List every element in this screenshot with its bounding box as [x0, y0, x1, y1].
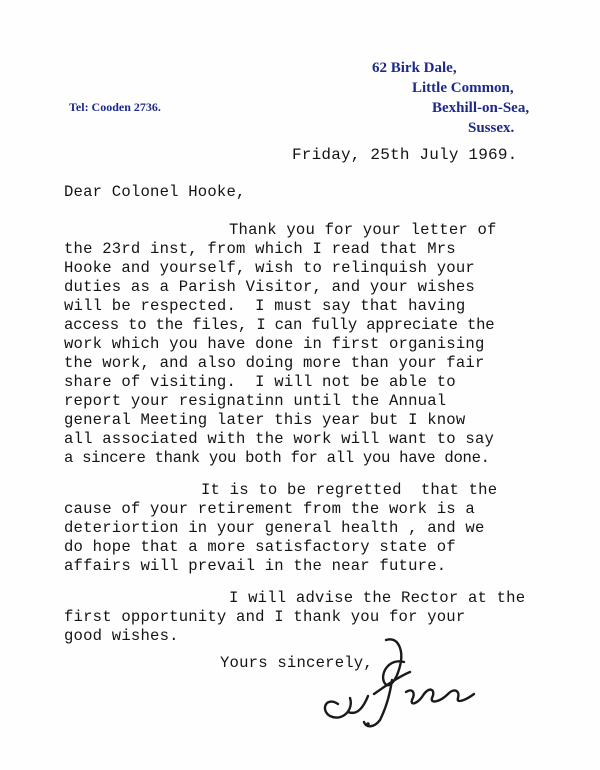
- signature-stroke: [383, 639, 404, 685]
- signature-dot: [366, 722, 370, 726]
- body-line: the work, and also doing more than your fair: [64, 354, 485, 372]
- body-line: affairs will prevail in the near future.: [64, 557, 447, 575]
- body-line: I will advise the Rector at the: [229, 589, 526, 607]
- body-line: share of visiting. I will not be able to: [64, 373, 456, 391]
- body-line: do hope that a more satisfactory state of: [64, 538, 456, 556]
- body-line: deteriortion in your general health , and we: [64, 519, 485, 537]
- signature-stroke: [424, 690, 474, 702]
- body-line: Thank you for your letter of: [229, 221, 497, 239]
- signature-stroke: [325, 698, 351, 718]
- body-line: all associated with the work will want to say: [64, 430, 495, 448]
- body-line: first opportunity and I thank you for your: [64, 608, 466, 626]
- handwritten-signature: [318, 632, 488, 742]
- address-line-1: 62 Birk Dale,: [372, 60, 457, 76]
- body-line: general Meeting later this year but I know: [64, 411, 466, 429]
- body-line: a sincere thank you both for all you have done.: [64, 449, 490, 467]
- address-line-2: Little Common,: [412, 80, 514, 96]
- body-line: It is to be regretted that the: [201, 481, 498, 499]
- body-line: Hooke and yourself, wish to relinquish your: [64, 259, 475, 277]
- salutation: Dear Colonel Hooke,: [64, 183, 246, 201]
- closing: Yours sincerely,: [220, 654, 373, 672]
- body-line: duties as a Parish Visitor, and your wishes: [64, 278, 475, 296]
- signature-stroke: [406, 690, 424, 703]
- address-line-4: Sussex.: [468, 120, 515, 136]
- telephone-number: Tel: Cooden 2736.: [69, 100, 161, 114]
- body-line: work which you have done in first organising: [64, 335, 485, 353]
- body-line: the 23rd inst, from which I read that Mrs: [64, 240, 456, 258]
- body-line: report your resignatinn until the Annual: [64, 392, 447, 410]
- body-line: access to the files, I can fully appreciate the: [64, 316, 495, 334]
- body-line: good wishes.: [64, 627, 179, 645]
- letter-date: Friday, 25th July 1969.: [292, 146, 518, 164]
- signature-stroke: [364, 680, 392, 726]
- body-line: will be respected. I must say that having: [64, 297, 466, 315]
- body-line: cause of your retirement from the work is a: [64, 500, 475, 518]
- address-line-3: Bexhill-on-Sea,: [432, 100, 530, 116]
